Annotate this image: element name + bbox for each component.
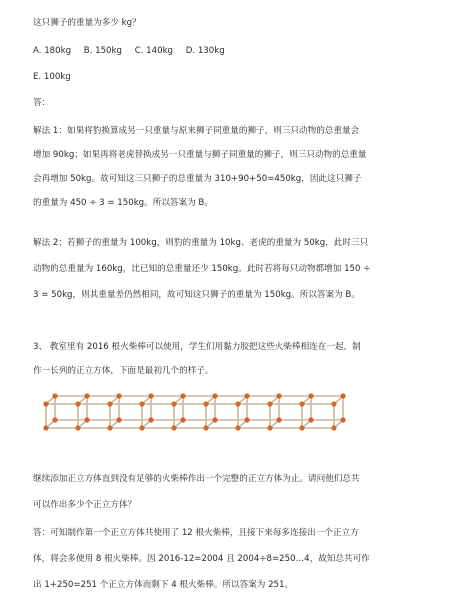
option-b: B. 150kg <box>83 46 122 56</box>
glue-joint <box>331 425 336 430</box>
glue-joint <box>107 401 112 406</box>
glue-joint <box>212 393 217 398</box>
glue-joint <box>171 401 176 406</box>
solution2-line3: 3 = 50kg，则其重量差仍然相同，故可知这只狮子的重量为 150kg。所以答案为 B。 <box>33 290 360 300</box>
q3-line4: 可以作出多少个正立方体？ <box>33 500 137 510</box>
glue-joint <box>52 393 57 398</box>
glue-joint <box>139 425 144 430</box>
glue-joint <box>267 425 272 430</box>
glue-joint <box>244 417 249 422</box>
glue-joint <box>276 417 281 422</box>
glue-joint <box>180 393 185 398</box>
solution1-line3: 会再增加 50kg。故可知这三只狮子的总重量为 310+90+50=450kg，因此这只狮子 <box>33 174 362 184</box>
glue-joint <box>84 393 89 398</box>
glue-joint <box>43 401 48 406</box>
solution1-line1: 解法 1：如果将豹换算成另一只重量与原来狮子同重量的狮子，则三只动物的总重量会 <box>33 126 360 136</box>
glue-joint <box>139 401 144 406</box>
q1-options <box>33 46 235 56</box>
option-d: D. 130kg <box>185 46 225 56</box>
option-e: E. 100kg <box>33 72 71 82</box>
glue-joint <box>244 393 249 398</box>
glue-joint <box>148 417 153 422</box>
glue-joint <box>299 425 304 430</box>
q3-line1: 3、 教室里有 2016 根火柴棒可以使用，学生们用黏力胶把这些火柴棒相连在一起，制 <box>33 342 361 352</box>
q3-line2: 作一长列的正立方体，下面是最初几个的样子。 <box>33 366 214 376</box>
solution1-line4: 的重量为 450 ÷ 3 = 150kg。所以答案为 B。 <box>33 198 213 208</box>
glue-joint <box>171 425 176 430</box>
glue-joint <box>235 425 240 430</box>
glue-joint <box>107 425 112 430</box>
glue-joint <box>212 417 217 422</box>
glue-joint <box>235 401 240 406</box>
glue-joint <box>299 401 304 406</box>
q3-answer-line2: 体，将会多使用 8 根火柴棒。因 2016-12=2004 且 2004÷8=250…4，故知总共可作 <box>33 554 370 564</box>
glue-joint <box>308 417 313 422</box>
glue-joint <box>267 401 272 406</box>
glue-joint <box>116 393 121 398</box>
glue-joint <box>340 393 345 398</box>
glue-joint <box>84 417 89 422</box>
glue-joint <box>203 425 208 430</box>
matchstick-cubes-diagram <box>40 382 370 442</box>
option-c: C. 140kg <box>134 46 174 56</box>
q1-stem: 这只狮子的重量为多少 kg？ <box>33 18 141 28</box>
glue-joint <box>75 425 80 430</box>
glue-joint <box>75 401 80 406</box>
solution2-line1: 解法 2：若狮子的重量为 100kg，则豹的重量为 10kg、老虎的重量为 50kg，此时三只 <box>33 238 369 248</box>
glue-joint <box>308 393 313 398</box>
q3-answer-line1: 答：可知制作第一个正立方体共使用了 12 根火柴棒，且接下来每多连接出一个正立方 <box>33 528 359 538</box>
glue-joint <box>43 425 48 430</box>
solution1-line2: 增加 90kg；如果再将老虎替换成另一只重量与狮子同重量的狮子，则三只动物的总重量 <box>33 150 367 160</box>
glue-joint <box>340 417 345 422</box>
glue-joint <box>148 393 153 398</box>
glue-joint <box>116 417 121 422</box>
glue-joint <box>276 393 281 398</box>
solution2-line2: 动物的总重量为 160kg，比已知的总重量还少 150kg。此时若将每只动物都增加 150 ÷ <box>33 264 371 274</box>
glue-joint <box>52 417 57 422</box>
glue-joint <box>203 401 208 406</box>
glue-joint <box>180 417 185 422</box>
glue-joint <box>331 401 336 406</box>
q3-line3: 继续添加正立方体直到没有足够的火柴棒作出一个完整的正立方体为止。请问他们总共 <box>33 474 360 484</box>
option-a: A. 180kg <box>33 46 72 56</box>
answer-label: 答： <box>33 98 51 108</box>
q3-answer-line3: 出 1+250=251 个正立方体而剩下 4 根火柴棒。所以答案为 251。 <box>33 580 294 590</box>
